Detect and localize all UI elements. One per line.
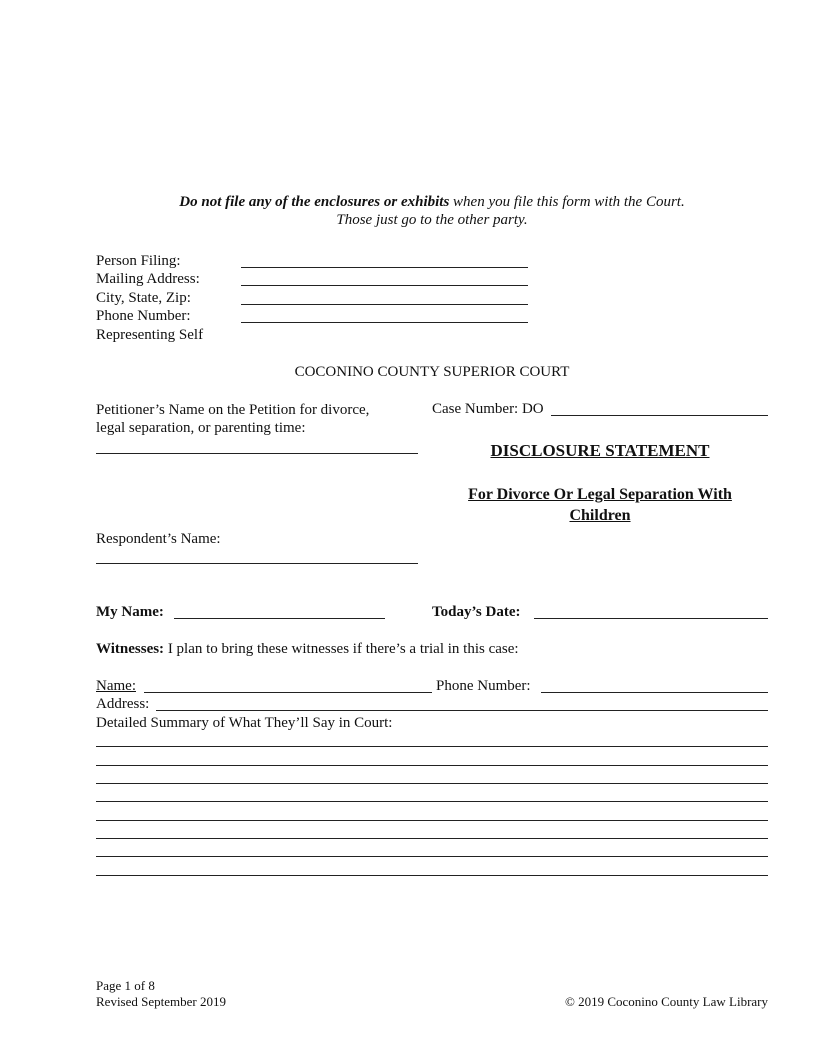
witness-address-field[interactable]: [156, 710, 768, 711]
notice-rest-text: when you file this form with the Court.: [449, 194, 685, 210]
summary-line[interactable]: [96, 875, 768, 876]
footer-revised-date: Revised September 2019: [96, 994, 226, 1009]
mailing-address-field[interactable]: [241, 285, 528, 286]
todays-date-label: Today’s Date:: [432, 604, 521, 620]
respondent-name-field[interactable]: [96, 563, 418, 564]
case-number-label: Case Number: DO: [432, 401, 544, 417]
petitioner-label-line-2: legal separation, or parenting time:: [96, 420, 306, 436]
witness-phone-label: Phone Number:: [436, 678, 531, 694]
witness-name-label: Name:: [96, 678, 136, 694]
witness-phone-field[interactable]: [541, 692, 768, 693]
phone-number-label: Phone Number:: [96, 308, 191, 324]
person-filing-field[interactable]: [241, 267, 528, 268]
representing-self-label: Representing Self: [96, 327, 204, 343]
court-name: COCONINO COUNTY SUPERIOR COURT: [294, 364, 570, 380]
summary-line[interactable]: [96, 746, 768, 747]
mailing-address-label: Mailing Address:: [96, 271, 200, 287]
case-number-field[interactable]: [551, 415, 768, 416]
summary-line[interactable]: [96, 783, 768, 784]
summary-line[interactable]: [96, 801, 768, 802]
notice-bold-text: Do not file any of the enclosures or exhibits: [179, 194, 450, 210]
todays-date-field[interactable]: [534, 618, 768, 619]
phone-number-field[interactable]: [241, 322, 528, 323]
footer-page-number: Page 1 of 8: [96, 978, 155, 993]
summary-line[interactable]: [96, 765, 768, 766]
petitioner-name-field[interactable]: [96, 453, 418, 454]
footer-copyright: © 2019 Coconino County Law Library: [564, 994, 768, 1009]
witnesses-intro: [96, 640, 519, 658]
city-state-zip-field[interactable]: [241, 304, 528, 305]
witness-address-label: Address:: [96, 696, 150, 712]
witnesses-label: Witnesses:: [96, 641, 165, 657]
document-subtitle-line-2: Children: [569, 507, 631, 524]
notice-line-2: Those just go to the other party.: [336, 212, 528, 228]
respondent-label: Respondent’s Name:: [96, 531, 221, 547]
document-title: DISCLOSURE STATEMENT: [490, 441, 710, 460]
document-subtitle-line-1: For Divorce Or Legal Separation With: [468, 486, 732, 503]
person-filing-label: Person Filing:: [96, 253, 181, 269]
my-name-field[interactable]: [174, 618, 385, 619]
city-state-zip-label: City, State, Zip:: [96, 290, 191, 306]
notice-line-1: [96, 193, 768, 211]
summary-line[interactable]: [96, 856, 768, 857]
petitioner-label-line-1: Petitioner’s Name on the Petition for divorce,: [96, 402, 370, 418]
witnesses-text: I plan to bring these witnesses if there’s a trial in this case:: [164, 641, 519, 657]
witness-name-field[interactable]: [144, 692, 432, 693]
summary-line[interactable]: [96, 838, 768, 839]
summary-line[interactable]: [96, 820, 768, 821]
my-name-label: My Name:: [96, 604, 164, 620]
witness-summary-label: Detailed Summary of What They’ll Say in Court:: [96, 715, 393, 731]
